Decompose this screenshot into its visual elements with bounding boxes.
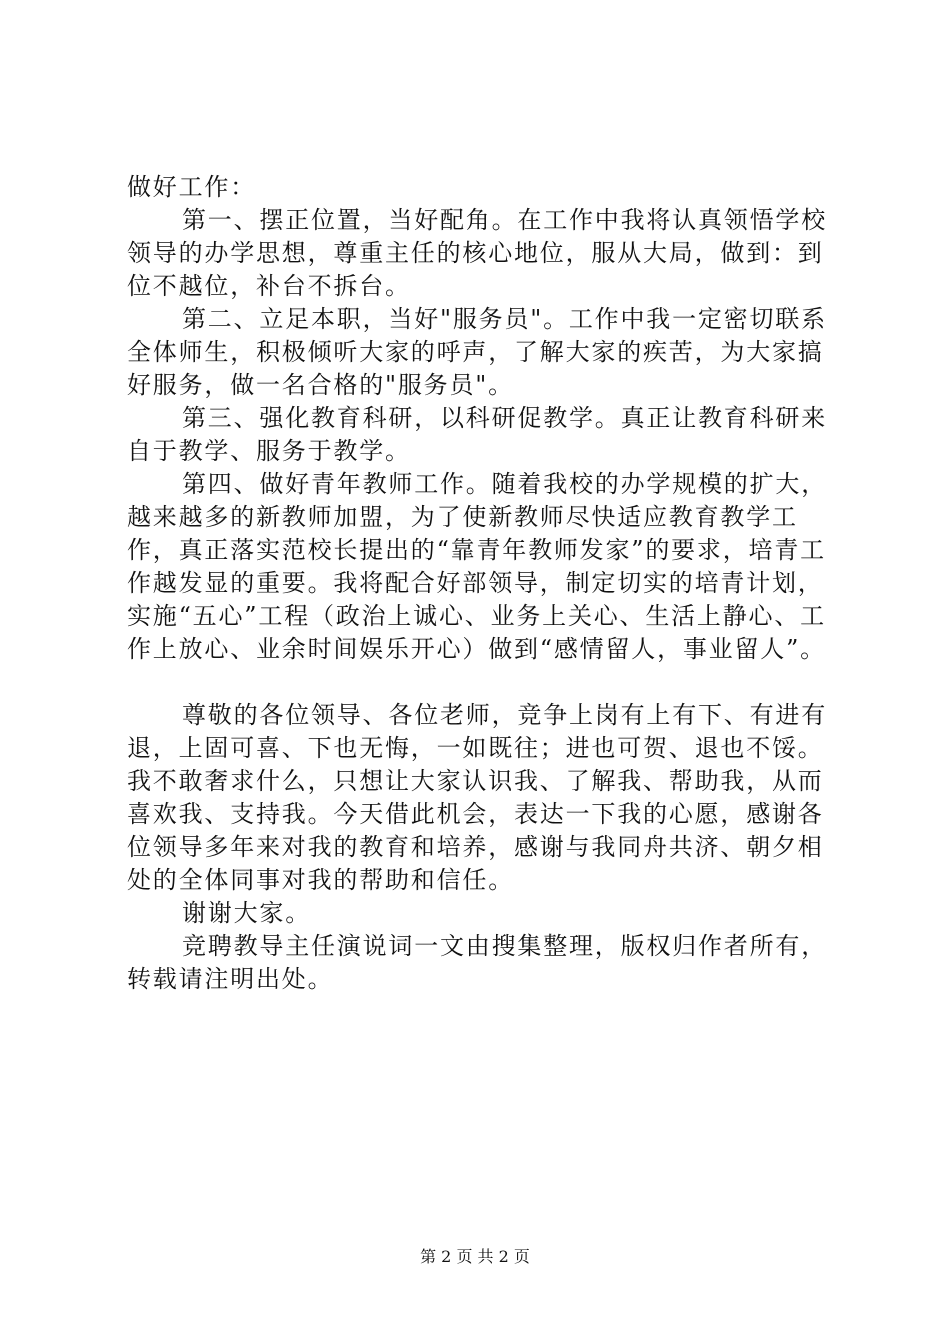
paragraph-copyright-note: 竞聘教导主任演说词一文由搜集整理，版权归作者所有，转载请注明出处。: [127, 932, 827, 993]
page-footer: [0, 1247, 950, 1267]
paragraph-point-three: 第三、强化教育科研，以科研促教学。真正让教育科研来自于教学、服务于教学。: [127, 404, 827, 465]
paragraph-intro: 做好工作：: [127, 173, 256, 201]
paragraph-point-two: 第二、立足本职，当好"服务员"。工作中我一定密切联系全体师生，积极倾听大家的呼声，了解大家的疾苦，为大家搞好服务，做一名合格的"服务员"。: [127, 305, 827, 399]
paragraph-thanks: 谢谢大家。: [182, 899, 311, 927]
paragraph-closing-remarks: 尊敬的各位领导、各位老师，竞争上岗有上有下、有进有退，上固可喜、下也无悔，一如既往；进也可贺、退也不馁。我不敢奢求什么，只想让大家认识我、了解我、帮助我，从而喜欢我、支持我。今天借此机会，表达一下我的心愿，感谢各位领导多年来对我的教育和培养，感谢与我同舟共济、朝夕相处的全体同事对我的帮助和信任。: [127, 701, 827, 894]
page-number-label: 第 2 页 共 2 页: [420, 1247, 530, 1266]
paragraph-point-four: 第四、做好青年教师工作。随着我校的办学规模的扩大，越来越多的新教师加盟，为了使新教师尽快适应教育教学工作，真正落实范校长提出的“靠青年教师发家”的要求，培青工作越发显的重要。我将配合好部领导，制定切实的培青计划，实施“五心”工程（政治上诚心、业务上关心、生活上静心、工作上放心、业余时间娱乐开心）做到“感情留人，事业留人”。: [127, 470, 827, 663]
paragraph-point-one: 第一、摆正位置，当好配角。在工作中我将认真领悟学校领导的办学思想，尊重主任的核心地位，服从大局，做到：到位不越位，补台不拆台。: [127, 206, 827, 300]
document-body: [127, 171, 839, 996]
